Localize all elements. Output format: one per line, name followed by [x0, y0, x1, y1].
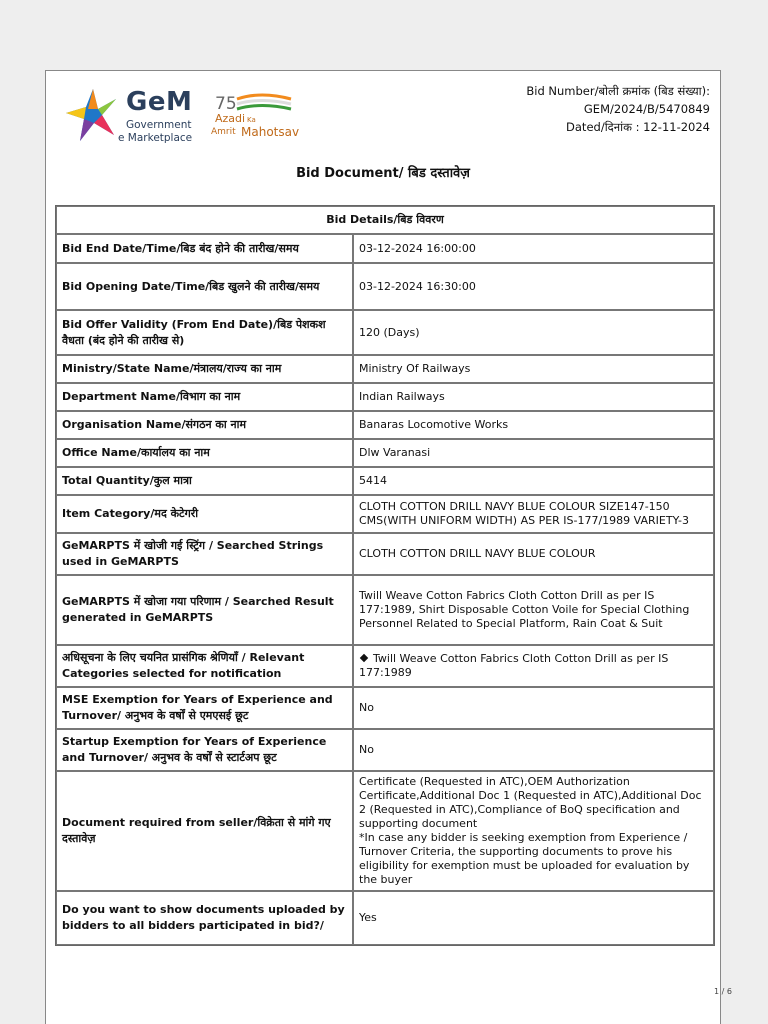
row-value: Indian Railways	[353, 383, 714, 411]
row-label: Startup Exemption for Years of Experience and Turnover/ अनुभव के वर्षों से स्टार्टअप छूट	[56, 729, 353, 771]
bullet-icon	[360, 654, 368, 662]
tricolor-icon	[211, 91, 301, 139]
row-value: 120 (Days)	[353, 310, 714, 355]
row-value-list	[353, 645, 714, 687]
row-value	[353, 771, 714, 891]
row-label: Ministry/State Name/मंत्रालय/राज्य का नाम	[56, 355, 353, 383]
bid-details-table	[55, 205, 715, 946]
row-label: Document required from seller/विक्रेता से मांगे गए दस्तावेज़	[56, 771, 353, 891]
row-label: Do you want to show documents uploaded by bidders to all bidders participated in bid?/	[56, 891, 353, 945]
row-value: No	[353, 729, 714, 771]
row-label: Bid Opening Date/Time/बिड खुलने की तारीख/समय	[56, 263, 353, 310]
azadi-ka-amrit-mahotsav-logo	[211, 91, 301, 139]
document-page	[45, 70, 721, 1024]
list-item: Twill Weave Cotton Fabrics Cloth Cotton Drill as per IS 177:1989	[359, 652, 669, 679]
dated-label: Dated/दिनांक :	[566, 120, 640, 134]
row-label: Department Name/विभाग का नाम	[56, 383, 353, 411]
gem-star-icon	[64, 83, 122, 145]
ka-word: Ka	[247, 116, 256, 124]
row-label: GeMARPTS में खोजा गया परिणाम / Searched Result generated in GeMARPTS	[56, 575, 353, 645]
table-row	[56, 355, 714, 383]
gem-logo	[64, 83, 214, 143]
row-label: अधिसूचना के लिए चयनित प्रासंगिक श्रेणियाँ / Relevant Categories selected for notification	[56, 645, 353, 687]
row-value: Yes	[353, 891, 714, 945]
row-value: Dlw Varanasi	[353, 439, 714, 467]
table-row	[56, 467, 714, 495]
page-number: 1 / 6	[714, 987, 732, 996]
gem-wordmark: GeM	[126, 87, 193, 117]
table-row	[56, 383, 714, 411]
table-row	[56, 771, 714, 891]
table-row	[56, 234, 714, 263]
row-label: GeMARPTS में खोजी गई स्ट्रिंग / Searched Strings used in GeMARPTS	[56, 533, 353, 575]
table-row	[56, 439, 714, 467]
row-value: No	[353, 687, 714, 729]
documents-list: Certificate (Requested in ATC),OEM Authorization Certificate,Additional Doc 1 (Requested in ATC),Additional Doc 2 (Requested in ATC),Compliance of BoQ specification and supporting document	[359, 775, 702, 830]
bid-number: GEM/2024/B/5470849	[583, 102, 710, 116]
row-label: Total Quantity/कुल मात्रा	[56, 467, 353, 495]
mahotsav-word: Mahotsav	[241, 125, 300, 139]
dated-line	[526, 118, 710, 136]
table-row	[56, 411, 714, 439]
row-value: 03-12-2024 16:00:00	[353, 234, 714, 263]
table-row	[56, 575, 714, 645]
gem-subtitle-2: e Marketplace	[118, 132, 193, 144]
row-label: Office Name/कार्यालय का नाम	[56, 439, 353, 467]
table-row	[56, 687, 714, 729]
exemption-note: *In case any bidder is seeking exemption from Experience / Turnover Criteria, the supporting documents to prove his eligibility for exemption must be uploaded for evaluation by the buyer	[359, 831, 690, 886]
table-row	[56, 263, 714, 310]
row-label: Bid End Date/Time/बिड बंद होने की तारीख/समय	[56, 234, 353, 263]
table-row	[56, 533, 714, 575]
row-value: Ministry Of Railways	[353, 355, 714, 383]
bid-number-label: Bid Number/बोली क्रमांक (बिड संख्या):	[526, 84, 710, 98]
row-label: Item Category/मद केटेगरी	[56, 495, 353, 533]
table-row	[56, 891, 714, 945]
table-row	[56, 495, 714, 533]
row-value: 5414	[353, 467, 714, 495]
row-value: 03-12-2024 16:30:00	[353, 263, 714, 310]
bid-header-info	[526, 82, 710, 136]
row-value: Twill Weave Cotton Fabrics Cloth Cotton Drill as per IS 177:1989, Shirt Disposable Cotton Voile for Special Clothing Personnel Related to Special Platform, Rain Coat & Suit	[353, 575, 714, 645]
row-label: Bid Offer Validity (From End Date)/बिड पेशकश वैधता (बंद होने की तारीख से)	[56, 310, 353, 355]
row-label: Organisation Name/संगठन का नाम	[56, 411, 353, 439]
table-heading: Bid Details/बिड विवरण	[56, 206, 714, 234]
azadi-word: Azadi	[215, 112, 246, 125]
amrit-word: Amrit	[211, 127, 236, 137]
table-row	[56, 645, 714, 687]
table-heading-row	[56, 206, 714, 234]
gem-subtitle-1: Government	[126, 119, 192, 131]
row-label: MSE Exemption for Years of Experience and Turnover/ अनुभव के वर्षों से एमएसई छूट	[56, 687, 353, 729]
table-row	[56, 310, 714, 355]
row-value: Banaras Locomotive Works	[353, 411, 714, 439]
table-row	[56, 729, 714, 771]
dated-value: 12-11-2024	[643, 120, 710, 134]
document-title: Bid Document/ बिड दस्तावेज़	[296, 166, 470, 181]
row-value: CLOTH COTTON DRILL NAVY BLUE COLOUR	[353, 533, 714, 575]
row-value: CLOTH COTTON DRILL NAVY BLUE COLOUR SIZE147-150 CMS(WITH UNIFORM WIDTH) AS PER IS-177/1989 VARIETY-3	[353, 495, 714, 533]
azadi-75: 75	[215, 94, 237, 114]
